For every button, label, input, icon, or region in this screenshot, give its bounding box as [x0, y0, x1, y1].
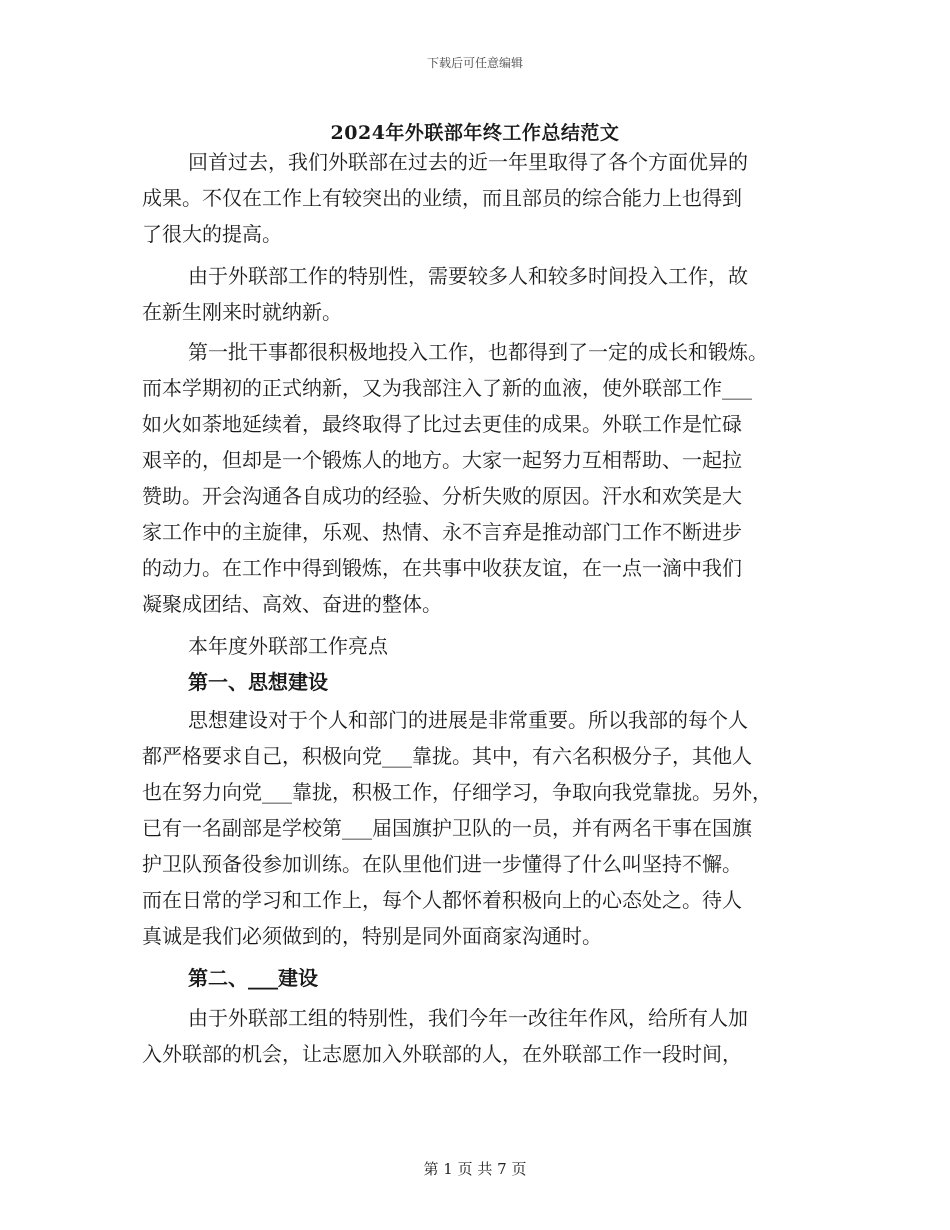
paragraph-line: 真诚是我们必须做到的，特别是同外面商家沟通时。	[142, 924, 602, 948]
paragraph-line: 而本学期初的正式纳新，又为我部注入了新的血液，使外联部工作___	[142, 376, 752, 400]
section-heading: 第二、___建设	[188, 966, 318, 990]
paragraph-line: 如火如荼地延续着，最终取得了比过去更佳的成果。外联工作是忙碌	[142, 412, 742, 436]
paragraph-line: 已有一名副部是学校第___届国旗护卫队的一员，并有两名干事在国旗	[142, 816, 752, 840]
paragraph-line: 凝聚成团结、高效、奋进的整体。	[142, 592, 442, 616]
paragraph-line: 成果。不仅在工作上有较突出的业绩，而且部员的综合能力上也得到	[142, 186, 742, 210]
paragraph-line: 的动力。在工作中得到锻炼，在共事中收获友谊，在一点一滴中我们	[142, 556, 742, 580]
paragraph-line: 第一批干事都很积极地投入工作，也都得到了一定的成长和锻炼。	[188, 340, 768, 364]
paragraph-line: 艰辛的，但却是一个锻炼人的地方。大家一起努力互相帮助、一起拉	[142, 448, 742, 472]
paragraph-line: 赞助。开会沟通各自成功的经验、分析失败的原因。汗水和欢笑是大	[142, 484, 742, 508]
section-heading: 第一、思想建设	[188, 670, 328, 694]
paragraph-line: 而在日常的学习和工作上，每个人都怀着积极向上的心态处之。待人	[142, 888, 742, 912]
paragraph-line: 由于外联部工组的特别性，我们今年一改往年作风，给所有人加	[188, 1006, 748, 1030]
paragraph-line: 入外联部的机会，让志愿加入外联部的人，在外联部工作一段时间，	[142, 1042, 742, 1066]
paragraph-line: 回首过去，我们外联部在过去的近一年里取得了各个方面优异的	[188, 150, 748, 174]
paragraph-line: 护卫队预备役参加训练。在队里他们进一步懂得了什么叫坚持不懈。	[142, 852, 742, 876]
page-footer: 第 1 页 共 7 页	[423, 1160, 527, 1178]
section-label: 本年度外联部工作亮点	[188, 634, 388, 658]
paragraph-line: 家工作中的主旋律，乐观、热情、永不言弃是推动部门工作不断进步	[142, 520, 742, 544]
paragraph-line: 都严格要求自己，积极向党___靠拢。其中，有六名积极分子，其他人	[142, 744, 752, 768]
page-header: 下载后可任意编辑	[426, 56, 523, 70]
document-title: 2024年外联部年终工作总结范文	[330, 122, 620, 144]
paragraph-line: 了很大的提高。	[142, 222, 282, 246]
paragraph-line: 在新生刚来时就纳新。	[142, 300, 342, 324]
paragraph-line: 由于外联部工作的特别性，需要较多人和较多时间投入工作，故	[188, 264, 748, 288]
paragraph-line: 也在努力向党___靠拢，积极工作，仔细学习，争取向我党靠拢。另外，	[142, 780, 772, 804]
paragraph-line: 思想建设对于个人和部门的进展是非常重要。所以我部的每个人	[188, 708, 748, 732]
